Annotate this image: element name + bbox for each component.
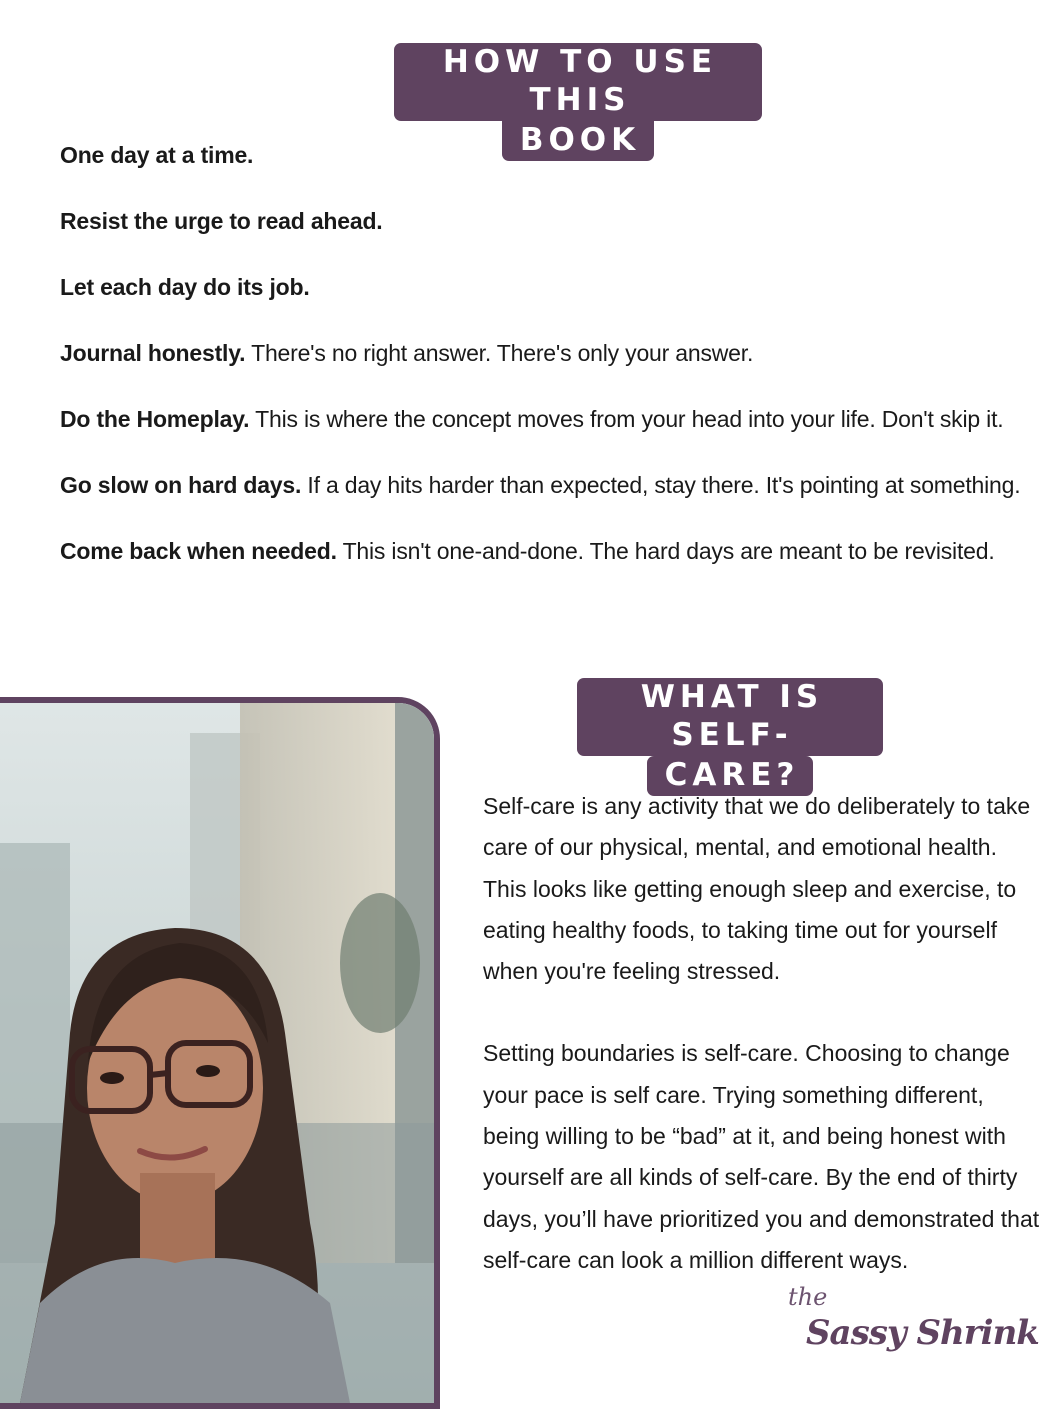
tip-bold: Resist the urge to read ahead. [60, 208, 383, 234]
heading-line-2: BOOK [502, 121, 654, 161]
paragraph: Setting boundaries is self-care. Choosing to change your pace is self care. Trying something different, being willing to be “bad” at it, and being honest with yourself are all kinds of self-care. By the end of thirty days, you’ll have prioritized you and demonstrated that self-care can look a million different ways. [483, 1040, 1040, 1273]
tip-item [60, 138, 1055, 172]
tip-bold: Come back when needed. [60, 538, 337, 564]
tip-bold: Journal honestly. [60, 340, 246, 366]
tip-text: This is where the concept moves from your head into your life. Don't skip it. [249, 406, 1004, 432]
tip-bold: One day at a time. [60, 142, 254, 168]
tip-text: This isn't one-and-done. The hard days are meant to be revisited. [336, 538, 995, 564]
tip-item [60, 402, 1055, 436]
tip-bold: Do the Homeplay. [60, 406, 250, 432]
portrait-photo [0, 697, 440, 1409]
tip-item [60, 204, 1055, 238]
heading-line-2: CARE? [647, 756, 814, 796]
tip-bold: Go slow on hard days. [60, 472, 302, 498]
tips-list [60, 138, 1055, 600]
tip-item [60, 534, 1055, 568]
tip-text: If a day hits harder than expected, stay there. It's pointing at something. [301, 472, 1021, 498]
tip-item [60, 468, 1055, 502]
logo-name: Sassy Shrink [806, 1313, 1039, 1353]
heading-line-1: HOW TO USE THIS [394, 43, 762, 121]
heading-line-1: WHAT IS SELF- [577, 678, 883, 756]
tip-bold: Let each day do its job. [60, 274, 310, 300]
tip-text: There's no right answer. There's only your answer. [245, 340, 754, 366]
paragraph: Self-care is any activity that we do deliberately to take care of our physical, mental, and emotional health. This looks like getting enough sleep and exercise, to eating healthy foods, to taking time out for yourself when you're feeling stressed. [483, 793, 1031, 985]
self-care-body [483, 786, 1043, 1322]
tip-item [60, 270, 1055, 304]
sassy-shrink-logo [786, 1283, 1056, 1363]
section-heading-what-is-self-care [577, 678, 883, 796]
logo-prefix: the [788, 1283, 828, 1311]
tip-item [60, 336, 1055, 370]
